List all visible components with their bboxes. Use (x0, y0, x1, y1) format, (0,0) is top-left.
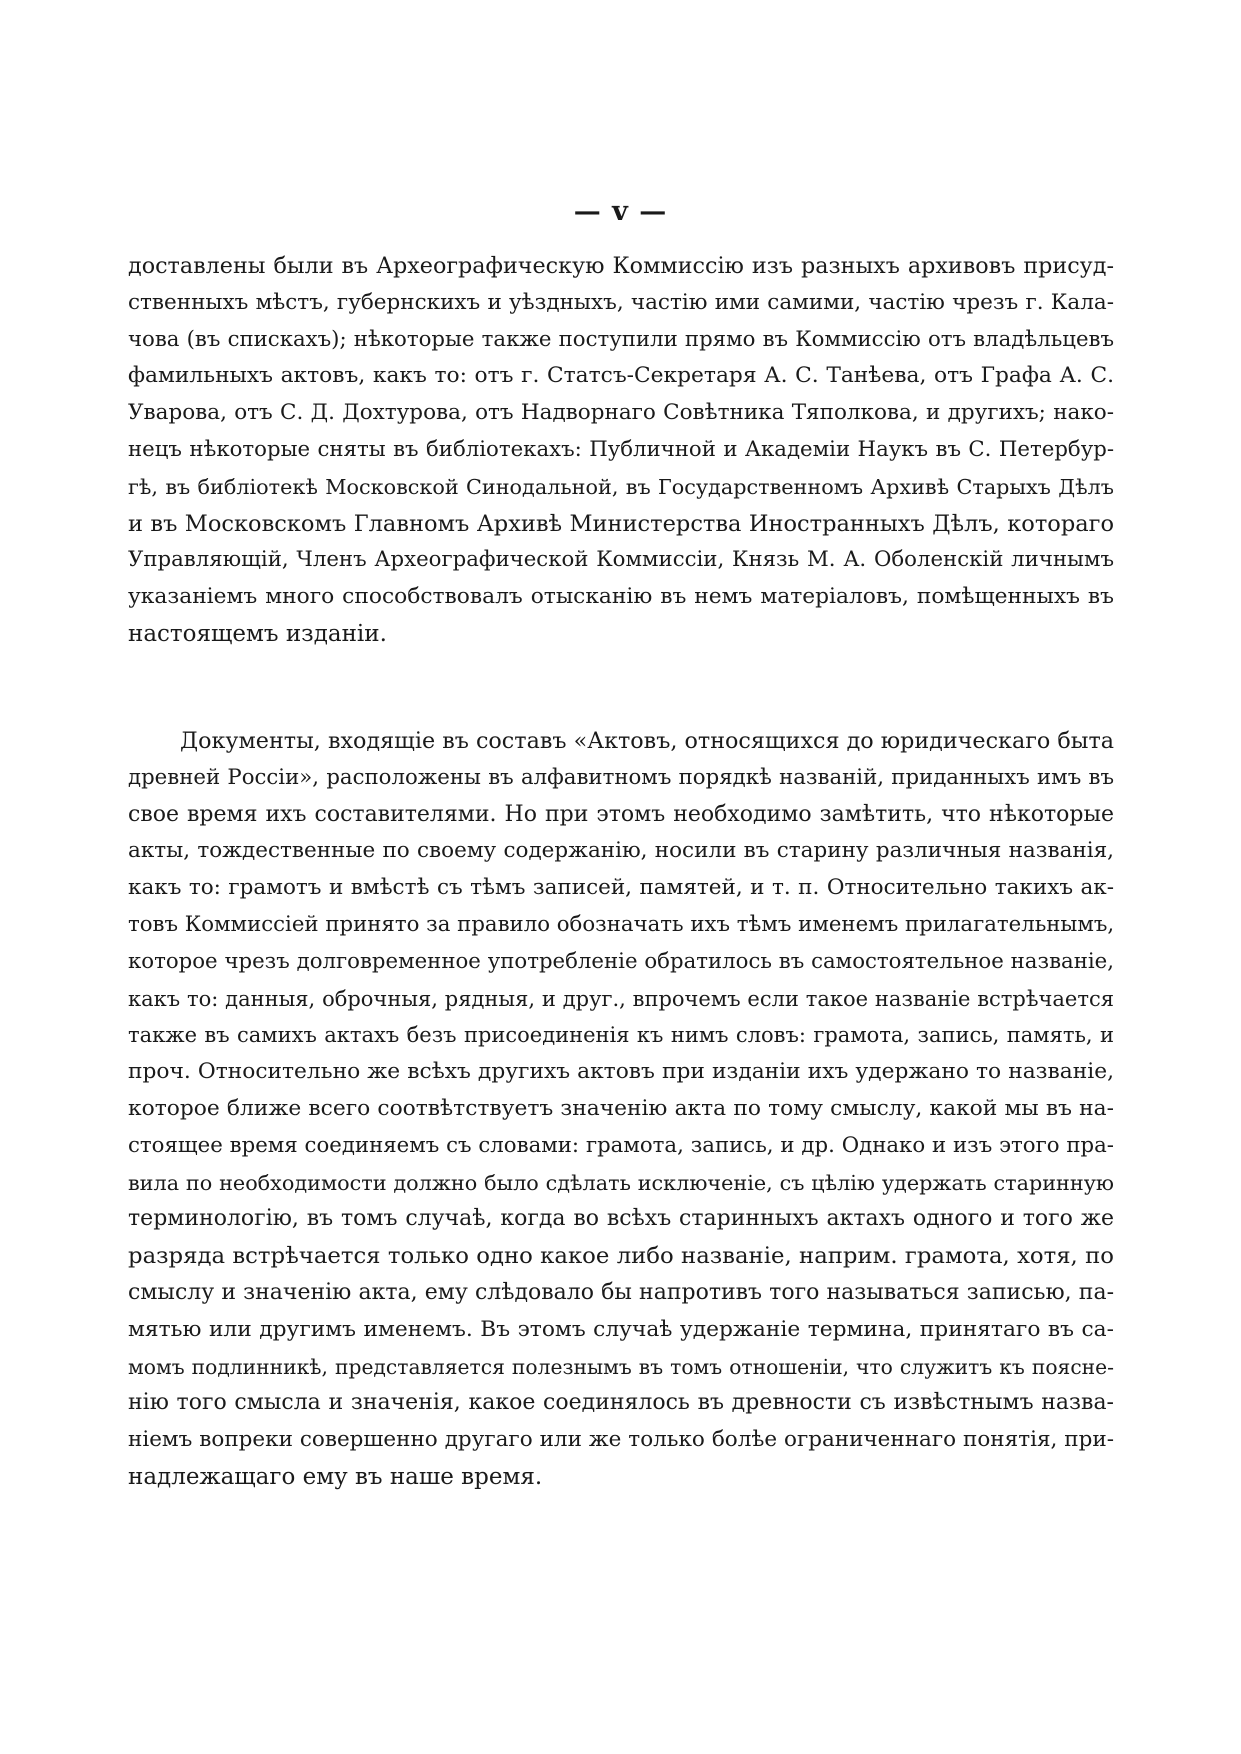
text-line: нію того смысла и значенія, какое соединялось въ древности съ извѣстнымъ назва- (128, 1390, 1114, 1416)
text-line: Уварова, отъ С. Д. Дохтурова, отъ Надворнаго Совѣтника Тяполкова, и другихъ; нако- (128, 400, 1114, 426)
text-line: терминологію, въ томъ случаѣ, когда во всѣхъ старинныхъ актахъ одного и того же (128, 1206, 1114, 1232)
text-line: доставлены были въ Археографическую Коммиссію изъ разныхъ архивовъ присуд- (128, 253, 1114, 279)
text-line: какъ то: данныя, оброчныя, рядныя, и друг., впрочемъ если такое названіе встрѣчается (128, 986, 1114, 1011)
text-line: проч. Относительно же всѣхъ другихъ актовъ при изданіи ихъ удержано то названіе, (128, 1059, 1114, 1085)
text-line: Документы, входящіе въ составъ «Актовъ, относящихся до юридическаго быта (180, 728, 1115, 754)
text-line: настоящемъ изданіи. (128, 620, 387, 647)
text-line: чова (въ спискахъ); нѣкоторые также поступили прямо въ Коммиссію отъ владѣльцевъ (128, 326, 1114, 352)
text-line: момъ подлинникѣ, представляется полезнымъ въ томъ отношеніи, что служитъ къ поясне- (128, 1354, 1114, 1379)
text-line: свое время ихъ составителями. Но при этомъ необходимо замѣтить, что нѣкоторые (128, 801, 1114, 827)
text-line: вила по необходимости должно было сдѣлать исключеніе, съ цѣлію удержать старинную (128, 1170, 1114, 1195)
text-line: и въ Московскомъ Главномъ Архивѣ Министерства Иностранныхъ Дѣлъ, котораго (128, 510, 1114, 537)
text-line: разряда встрѣчается только одно какое либо названіе, наприм. грамота, хотя, по (128, 1243, 1114, 1270)
text-line: которое чрезъ долговременное употребленіе обратилось въ самостоятельное названіе, (128, 948, 1114, 974)
text-line: надлежащаго ему въ наше время. (128, 1463, 543, 1490)
text-line: мятью или другимъ именемъ. Въ этомъ случаѣ удержаніе термина, принятаго въ са- (128, 1316, 1114, 1342)
text-line: товъ Коммиссіей принято за правило обозначать ихъ тѣмъ именемъ прилагательнымъ, (128, 911, 1115, 937)
text-line: ніемъ вопреки совершенно другаго или же только болѣе ограниченнаго понятія, при- (128, 1427, 1114, 1453)
paragraph-continuation (128, 248, 1114, 653)
text-line: также въ самихъ актахъ безъ присоединенія къ нимъ словъ: грамота, запись, память, и (128, 1023, 1114, 1048)
text-line: акты, тождественные по своему содержанію, носили въ старину различныя названія, (128, 838, 1114, 864)
text-line: стоящее время соединяемъ съ словами: грамота, запись, и др. Однако и изъ этого пра- (128, 1132, 1114, 1158)
page-number: — v — (573, 196, 668, 227)
text-line: древней Россіи», расположены въ алфавитномъ порядкѣ названій, приданныхъ имъ въ (128, 764, 1114, 790)
text-line: какъ то: грамотъ и вмѣстѣ съ тѣмъ записей, памятей, и т. п. Относительно такихъ ак- (128, 875, 1114, 901)
text-line: указаніемъ много способствовалъ отысканію въ немъ матеріаловъ, помѣщенныхъ въ (128, 584, 1114, 610)
text-line: нецъ нѣкоторые сняты въ библіотекахъ: Публичной и Академіи Наукъ въ С. Петербур- (128, 436, 1114, 462)
paragraph-documents (128, 723, 1114, 1496)
text-line: фамильныхъ актовъ, какъ то: отъ г. Статсъ-Секретаря А. С. Танѣева, отъ Графа А. С. (128, 363, 1114, 389)
text-line: смыслу и значенію акта, ему слѣдовало бы напротивъ того называться записью, па- (128, 1279, 1114, 1305)
text-line: которое ближе всего соотвѣтствуетъ значенію акта по тому смыслу, какой мы въ на- (128, 1095, 1114, 1121)
text-line: ственныхъ мѣстъ, губернскихъ и уѣздныхъ, частію ими самими, частію чрезъ г. Кала- (128, 289, 1114, 315)
text-line: гѣ, въ библіотекѣ Московской Синодальной, въ Государственномъ Архивѣ Старыхъ Дѣлъ (128, 474, 1114, 499)
text-line: Управляющій, Членъ Археографической Коммиссіи, Князь М. А. Оболенскій личнымъ (128, 547, 1114, 573)
